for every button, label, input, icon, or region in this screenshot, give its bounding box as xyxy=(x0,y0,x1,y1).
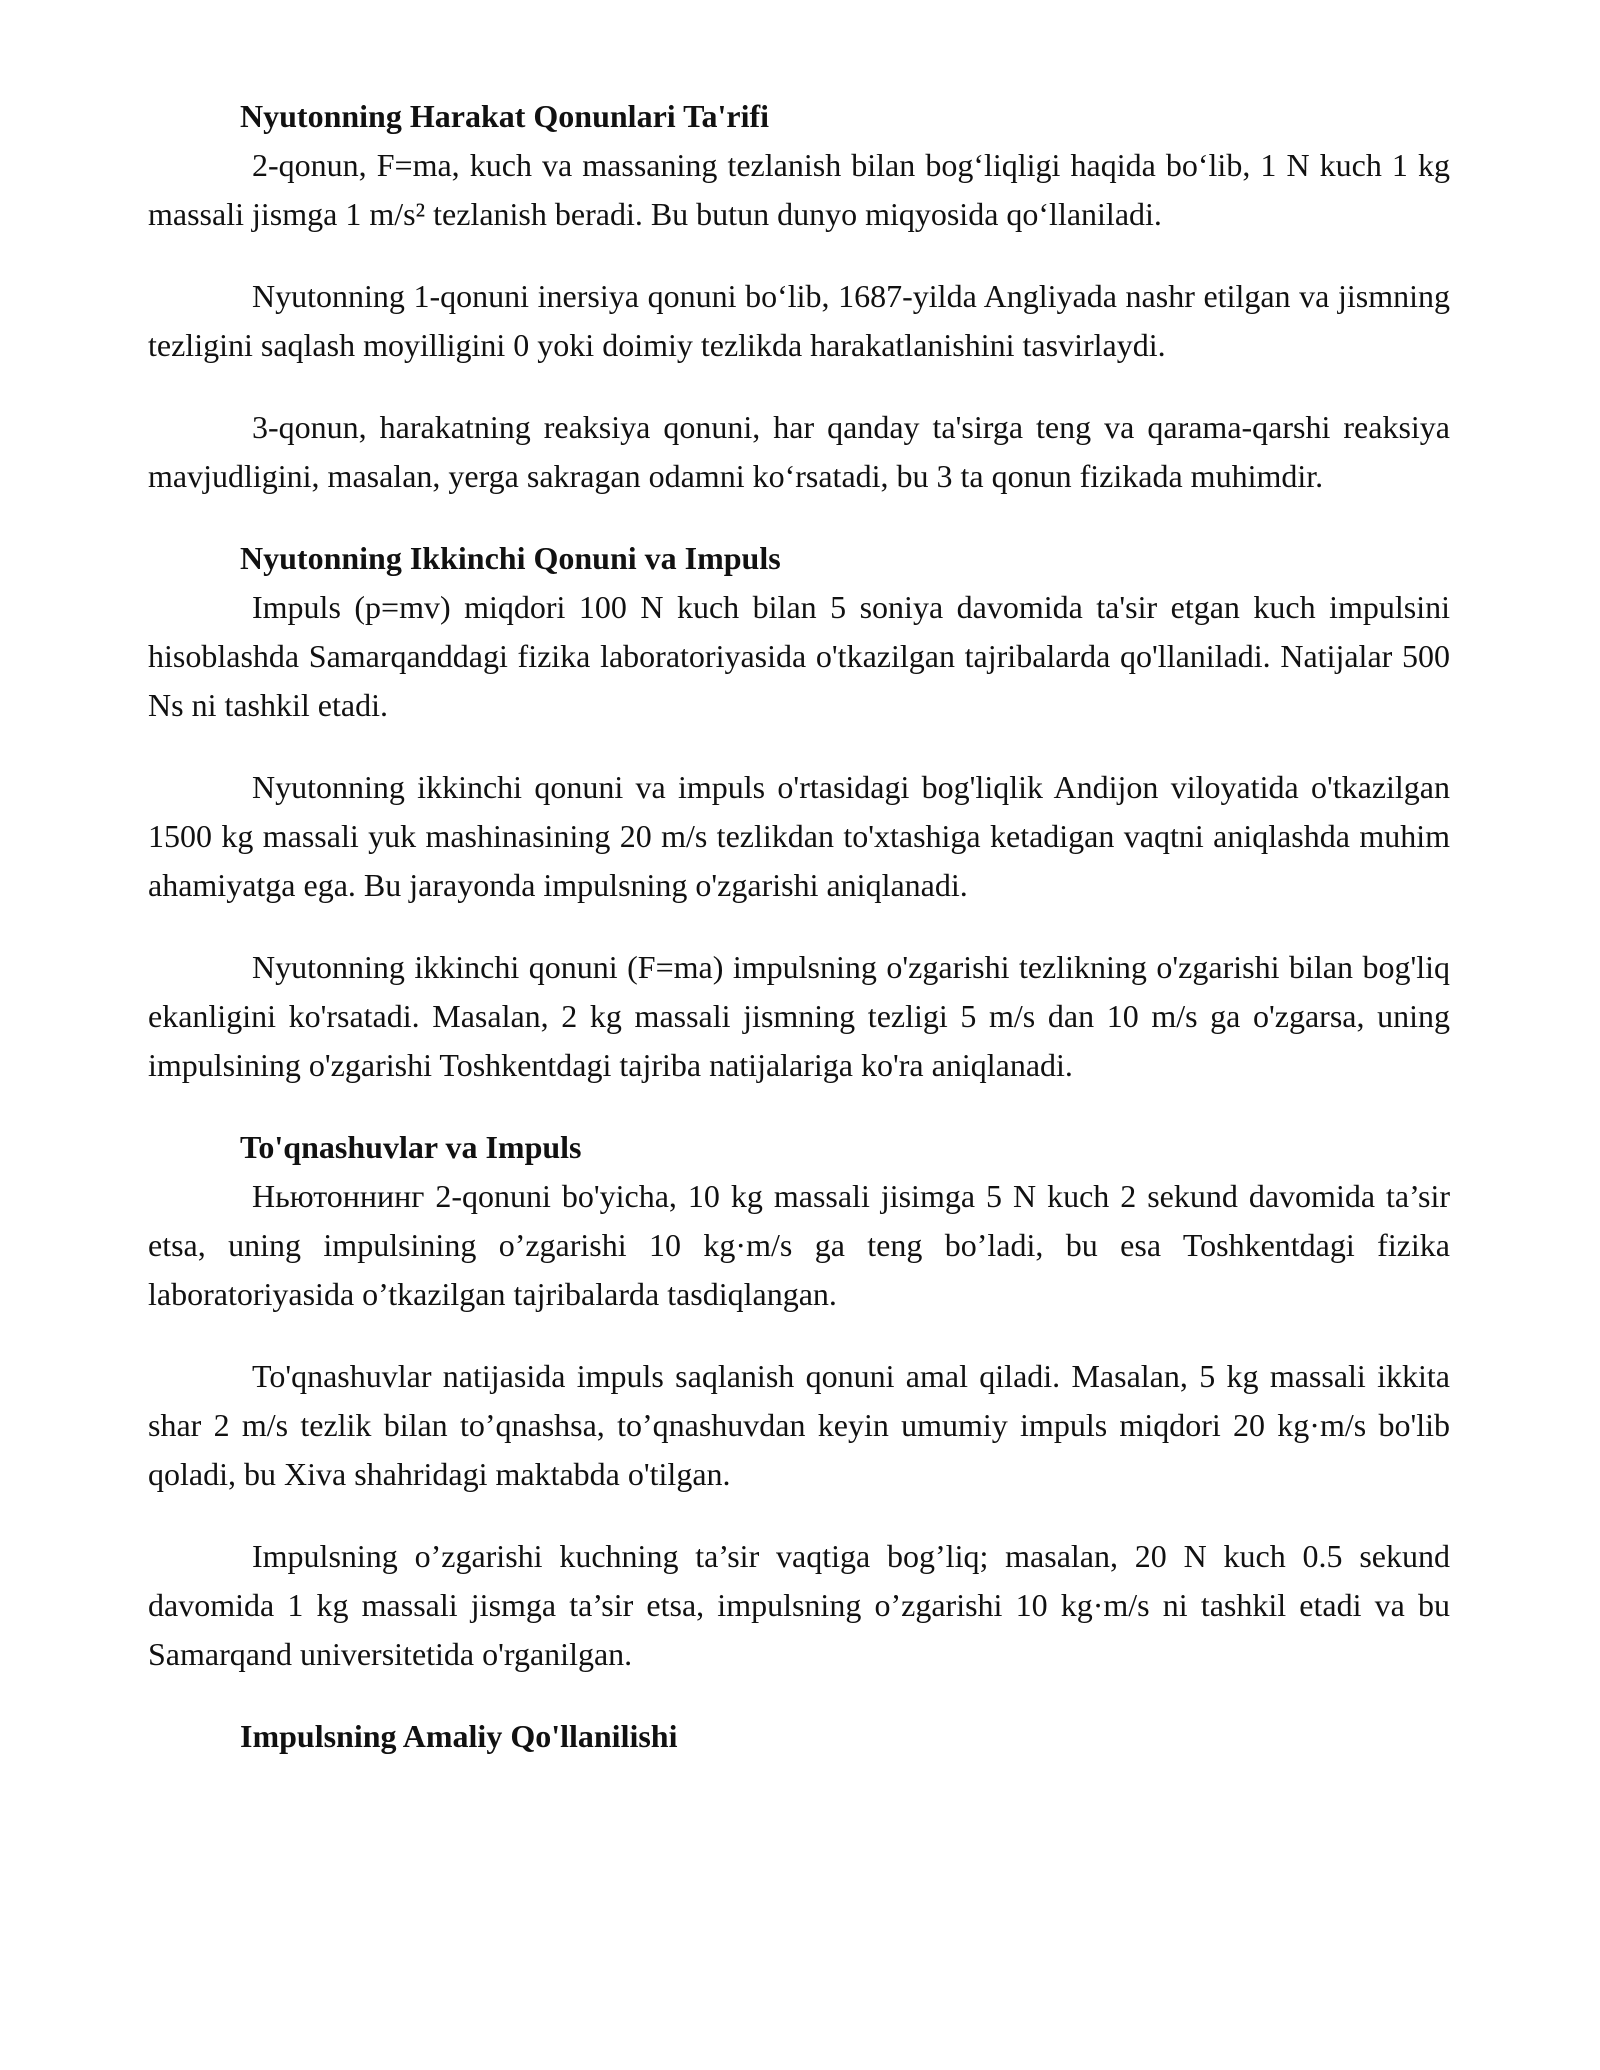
section-1 xyxy=(148,92,1450,501)
paragraph: 2-qonun, F=ma, kuch va massaning tezlanish bilan bog‘liqligi haqida bo‘lib, 1 N kuch 1 kg massali jismga 1 m/s² tezlanish beradi. Bu butun dunyo miqyosida qo‘llaniladi. xyxy=(148,147,1450,232)
paragraph: Nyutonning 1-qonuni inersiya qonuni bo‘lib, 1687-yilda Angliyada nashr etilgan va jismning tezligini saqlash moyilligini 0 yoki doimiy tezlikda harakatlanishini tasvirlaydi. xyxy=(148,278,1450,363)
document-page xyxy=(148,92,1450,1761)
paragraph: To'qnashuvlar natijasida impuls saqlanish qonuni amal qiladi. Masalan, 5 kg massali ikkita shar 2 m/s tezlik bilan to’qnashsa, to’qnashuvdan keyin umumiy impuls miqdori 20 kg·m/s bo'lib qoladi, bu Xiva shahridagi maktabda o'tilgan. xyxy=(148,1358,1450,1492)
section-heading: Nyutonning Ikkinchi Qonuni va Impuls xyxy=(240,540,781,576)
paragraph: Impuls (p=mv) miqdori 100 N kuch bilan 5 soniya davomida ta'sir etgan kuch impulsini hisoblashda Samarqanddagi fizika laboratoriyasida o'tkazilgan tajribalarda qo'llaniladi. Natijalar 500 Ns ni tashkil etadi. xyxy=(148,589,1450,723)
section-heading: Impulsning Amaliy Qo'llanilishi xyxy=(240,1718,678,1754)
section-heading: To'qnashuvlar va Impuls xyxy=(240,1129,582,1165)
section-3 xyxy=(148,1123,1450,1679)
section-heading: Nyutonning Harakat Qonunlari Ta'rifi xyxy=(240,98,770,134)
paragraph: Impulsning o’zgarishi kuchning ta’sir vaqtiga bog’liq; masalan, 20 N kuch 0.5 sekund davomida 1 kg massali jismga ta’sir etsa, impulsning o’zgarishi 10 kg·m/s ni tashkil etadi va bu Samarqand universitetida o'rganilgan. xyxy=(148,1538,1450,1672)
paragraph: 3-qonun, harakatning reaksiya qonuni, har qanday ta'sirga teng va qarama-qarshi reaksiya mavjudligini, masalan, yerga sakragan odamni ko‘rsatadi, bu 3 ta qonun fizikada muhimdir. xyxy=(148,409,1450,494)
section-2 xyxy=(148,534,1450,1090)
paragraph: Nyutonning ikkinchi qonuni (F=ma) impulsning o'zgarishi tezlikning o'zgarishi bilan bog'liq ekanligini ko'rsatadi. Masalan, 2 kg massali jismning tezligi 5 m/s dan 10 m/s ga o'zgarsa, uning impulsining o'zgarishi Toshkentdagi tajriba natijalariga ko'ra aniqlanadi. xyxy=(148,949,1450,1083)
section-4 xyxy=(148,1712,1450,1761)
paragraph: Ньютоннинг 2-qonuni bo'yicha, 10 kg massali jisimga 5 N kuch 2 sekund davomida ta’sir etsa, uning impulsining o’zgarishi 10 kg·m/s ga teng bo’ladi, bu esa Toshkentdagi fizika laboratoriyasida o’tkazilgan tajribalarda tasdiqlangan. xyxy=(148,1178,1450,1312)
paragraph: Nyutonning ikkinchi qonuni va impuls o'rtasidagi bog'liqlik Andijon viloyatida o'tkazilgan 1500 kg massali yuk mashinasining 20 m/s tezlikdan to'xtashiga ketadigan vaqtni aniqlashda muhim ahamiyatga ega. Bu jarayonda impulsning o'zgarishi aniqlanadi. xyxy=(148,769,1450,903)
